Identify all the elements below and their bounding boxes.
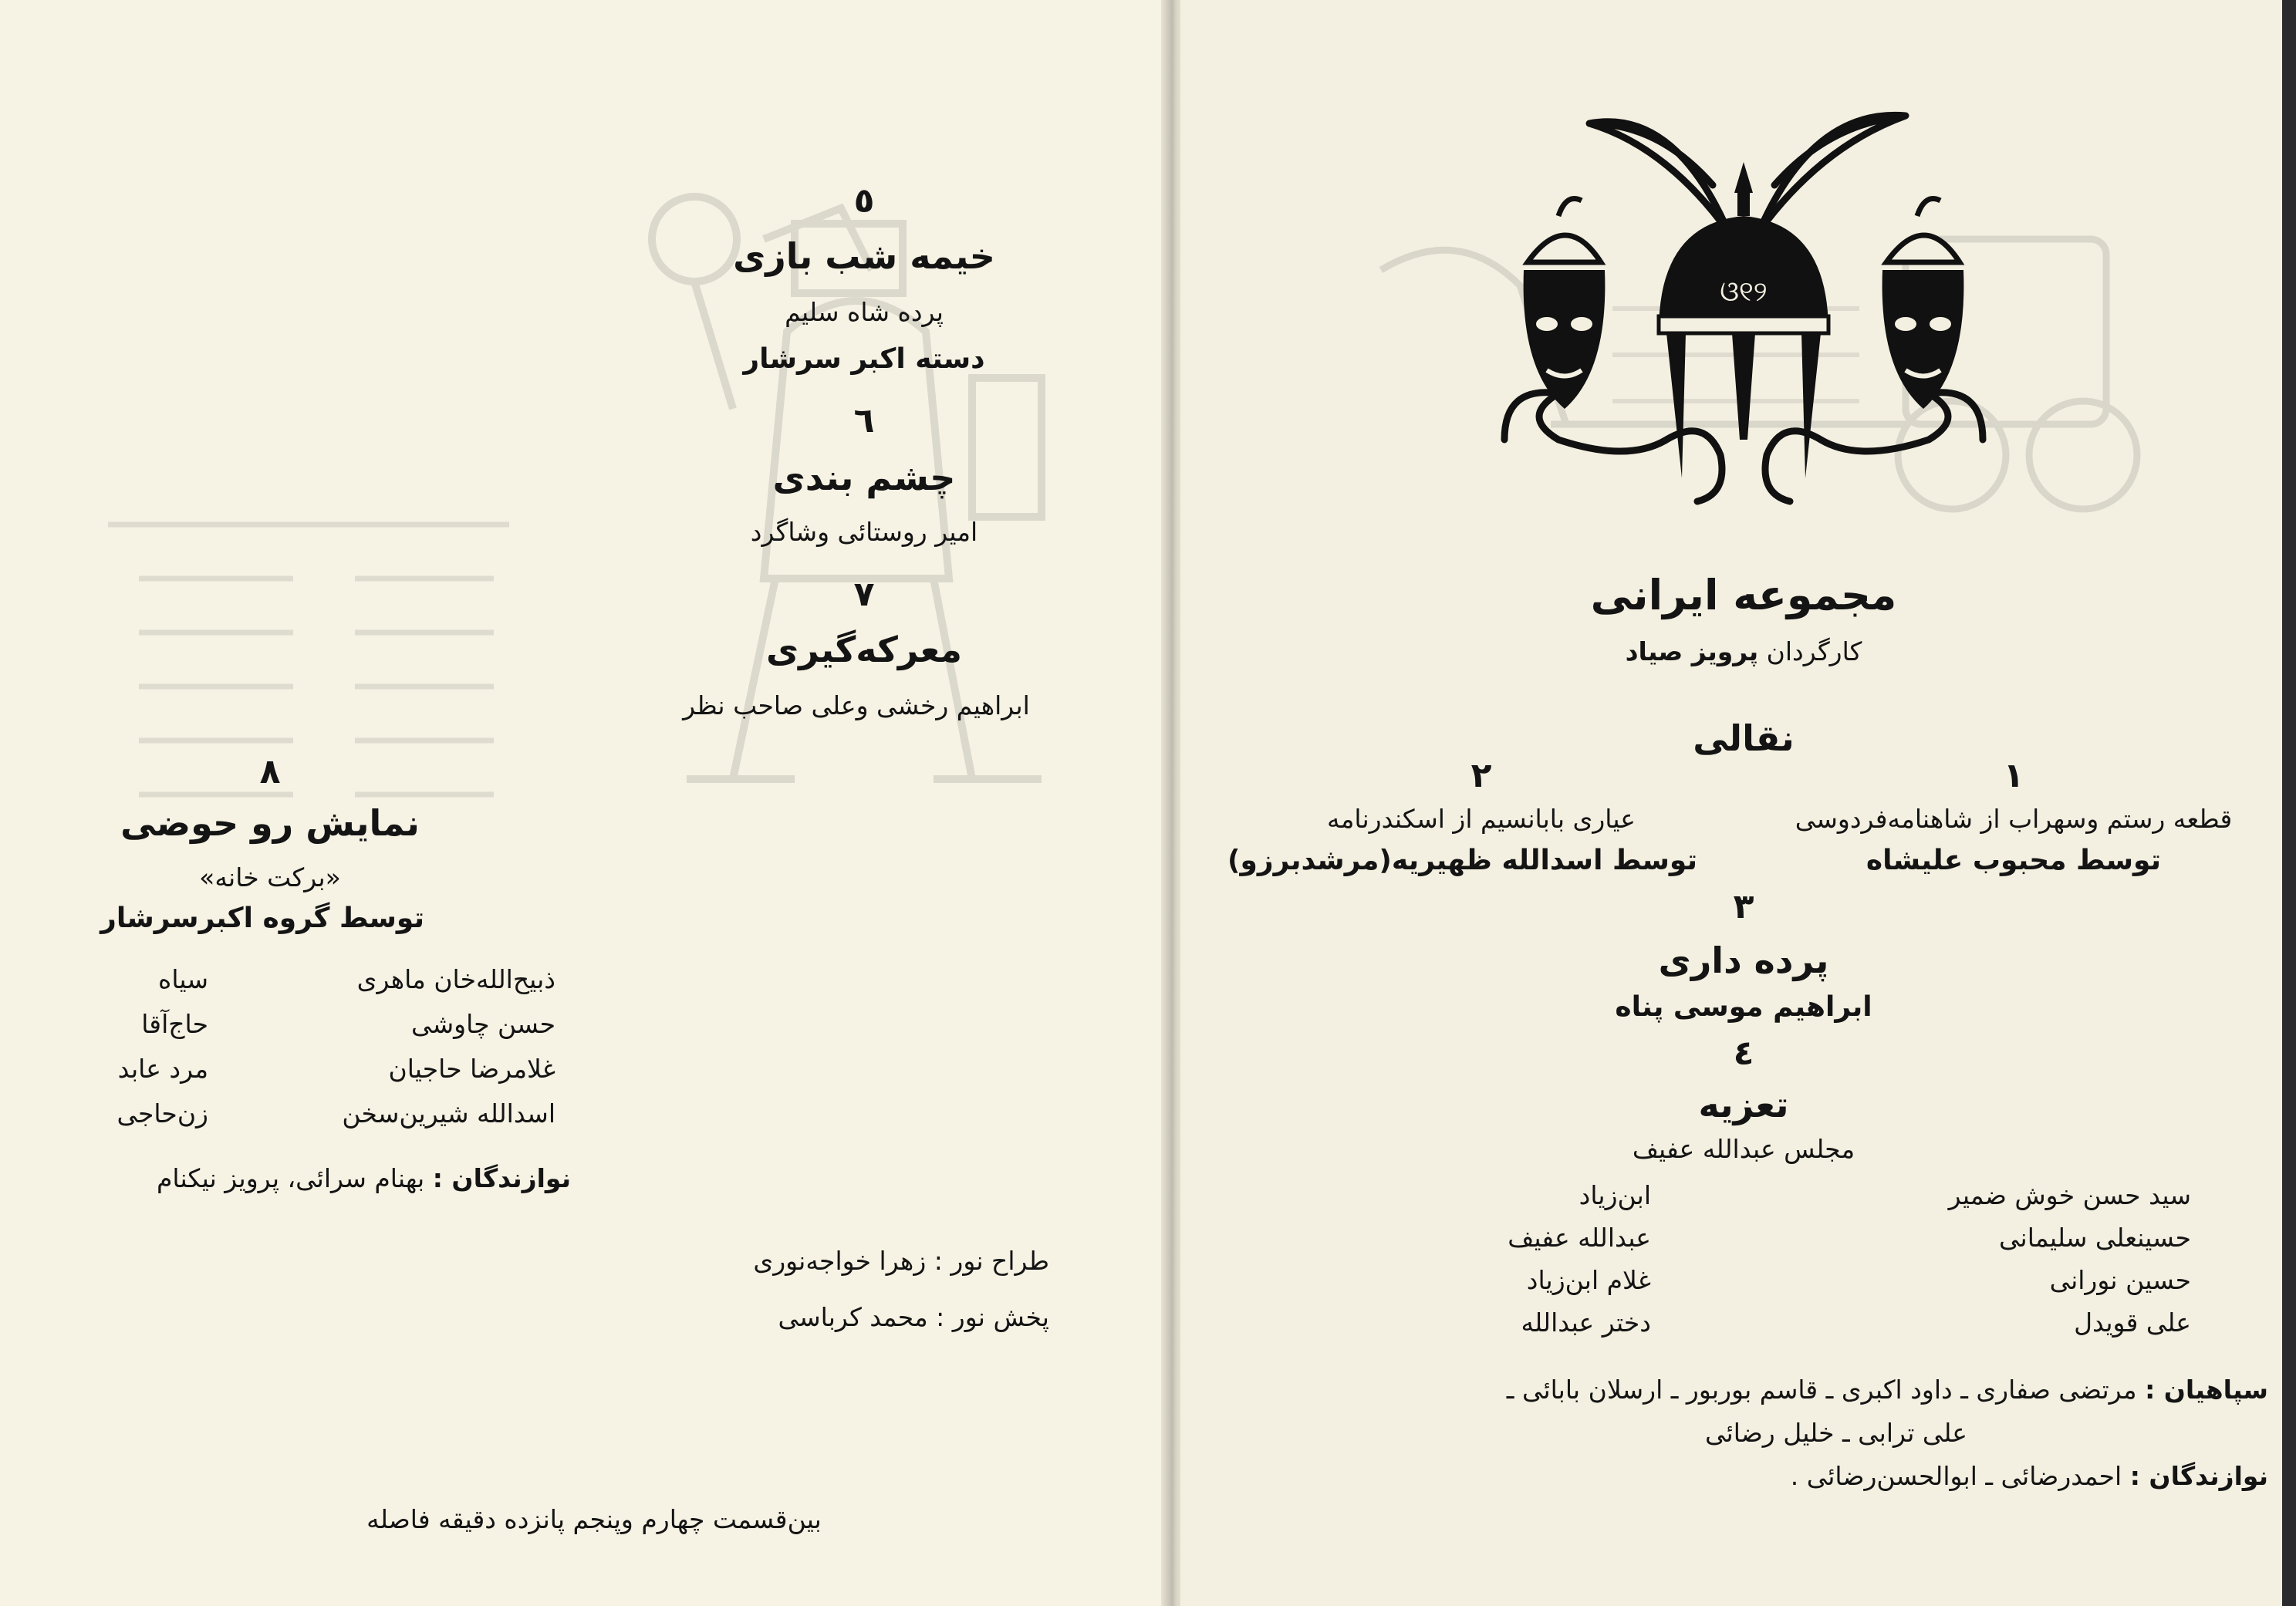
item-title: معرکه‌گیری bbox=[765, 629, 962, 670]
light-operator-name: محمد کرباسی bbox=[778, 1302, 928, 1332]
item-credit: توسط گروه اکبرسرشار bbox=[100, 903, 424, 934]
cast-role: مرد عابد bbox=[117, 1054, 208, 1084]
item-subtitle: پرده شاه سلیم bbox=[785, 297, 944, 327]
section-title: نقالی bbox=[1693, 717, 1795, 759]
cast-actor: حسینعلی سلیمانی bbox=[1999, 1223, 2191, 1253]
cast-role: زن‌حاجی bbox=[116, 1098, 208, 1129]
light-design-name: زهرا خواجه‌نوری bbox=[753, 1246, 927, 1276]
item-credit: ابراهیم موسی پناه bbox=[1615, 991, 1872, 1023]
item-subtitle: ابراهیم رخشی وعلی صاحب نظر bbox=[683, 690, 1030, 720]
musicians-line bbox=[1566, 1461, 2268, 1491]
item-number: ٤ bbox=[1733, 1034, 1754, 1073]
item-number: ٥ bbox=[853, 181, 875, 221]
item-subtitle: امیر روستائی وشاگرد bbox=[750, 517, 978, 547]
naqqali-credit: توسط محبوب علیشاه bbox=[1866, 845, 2162, 876]
soldiers-label: سپاهیان : bbox=[2145, 1375, 2268, 1405]
masks-and-helmet-emblem bbox=[1474, 77, 2014, 525]
item-title: پرده داری bbox=[1658, 940, 1829, 981]
item-title: خیمه شب بازی bbox=[733, 235, 995, 277]
musicians-label: نوازندگان : bbox=[432, 1163, 571, 1193]
naqqali-credit: توسط اسدالله ظهیریه(مرشدبرزو) bbox=[1227, 845, 1697, 876]
naqqali-text: قطعه رستم وسهراب از شاهنامه‌فردوسی bbox=[1795, 804, 2233, 834]
item-number: ٢ bbox=[1470, 756, 1492, 795]
cast-actor: سید حسن خوش ضمیر bbox=[1948, 1180, 2191, 1210]
item-number: ٣ bbox=[1733, 887, 1754, 926]
soldiers-line-2: علی ترابی ـ خلیل رضائی bbox=[1705, 1418, 1967, 1448]
cast-role: ابن‌زیاد bbox=[1578, 1180, 1651, 1210]
scan-edge bbox=[2282, 0, 2296, 1606]
item-subtitle: مجلس عبدالله عفیف bbox=[1632, 1134, 1855, 1164]
musicians-label: نوازندگان : bbox=[2129, 1461, 2268, 1491]
item-subtitle: «برکت خانه» bbox=[199, 862, 341, 892]
cast-actor: ذبیح‌الله‌خان ماهری bbox=[356, 964, 555, 994]
musicians-line bbox=[77, 1163, 571, 1193]
soldiers-line bbox=[1258, 1375, 2268, 1405]
ensemble-title: مجموعه ایرانی bbox=[1590, 571, 1897, 619]
svg-text:ଓ୧୨: ଓ୧୨ bbox=[1720, 276, 1768, 308]
item-number: ٧ bbox=[853, 575, 875, 614]
naqqali-text: عیاری بابانسیم از اسکندرنامه bbox=[1327, 804, 1636, 834]
item-number: ٦ bbox=[853, 401, 875, 440]
musicians-names: احمدرضائی ـ ابوالحسن‌رضائی . bbox=[1790, 1461, 2122, 1491]
cast-actor: غلامرضا حاجیان bbox=[388, 1054, 555, 1084]
cast-role: سیاه bbox=[158, 964, 208, 994]
item-title: تعزیه bbox=[1698, 1084, 1789, 1125]
cast-actor: حسن چاوشی bbox=[411, 1009, 555, 1039]
director-line bbox=[1543, 636, 1944, 666]
item-credit: دسته اکبر سرشار bbox=[743, 343, 985, 375]
director-name: پرویز صیاد bbox=[1625, 636, 1759, 666]
cast-role: دختر عبدالله bbox=[1521, 1307, 1651, 1338]
item-title: چشم بندی bbox=[772, 457, 956, 498]
light-design-label: طراح نور : bbox=[934, 1246, 1049, 1276]
cast-actor: اسدالله شیرین‌سخن bbox=[342, 1098, 555, 1129]
director-label: کارگردان bbox=[1766, 636, 1862, 666]
light-operator-line bbox=[663, 1302, 1049, 1332]
musicians-names: بهنام سرائی، پرویز نیکنام bbox=[157, 1163, 425, 1193]
cast-role: غلام ابن‌زیاد bbox=[1526, 1265, 1651, 1295]
cast-role: عبدالله عفیف bbox=[1508, 1223, 1651, 1253]
right-page bbox=[1180, 0, 2296, 1606]
intermission-note: بین‌قسمت چهارم وپنجم پانزده دقیقه فاصله bbox=[366, 1504, 822, 1534]
soldiers-names: مرتضی صفاری ـ داود اکبری ـ قاسم بوربور ـ ارسلان بابائی ـ bbox=[1506, 1375, 2137, 1405]
item-number: ١ bbox=[2003, 756, 2024, 795]
cast-actor: علی قویدل bbox=[2074, 1307, 2191, 1338]
cast-actor: حسین نورانی bbox=[2049, 1265, 2191, 1295]
item-title: نمایش رو حوضی bbox=[120, 802, 420, 844]
light-design-line bbox=[663, 1246, 1049, 1276]
item-number: ٨ bbox=[259, 752, 281, 791]
light-operator-label: پخش نور : bbox=[936, 1302, 1049, 1332]
cast-role: حاج‌آقا bbox=[141, 1009, 208, 1039]
